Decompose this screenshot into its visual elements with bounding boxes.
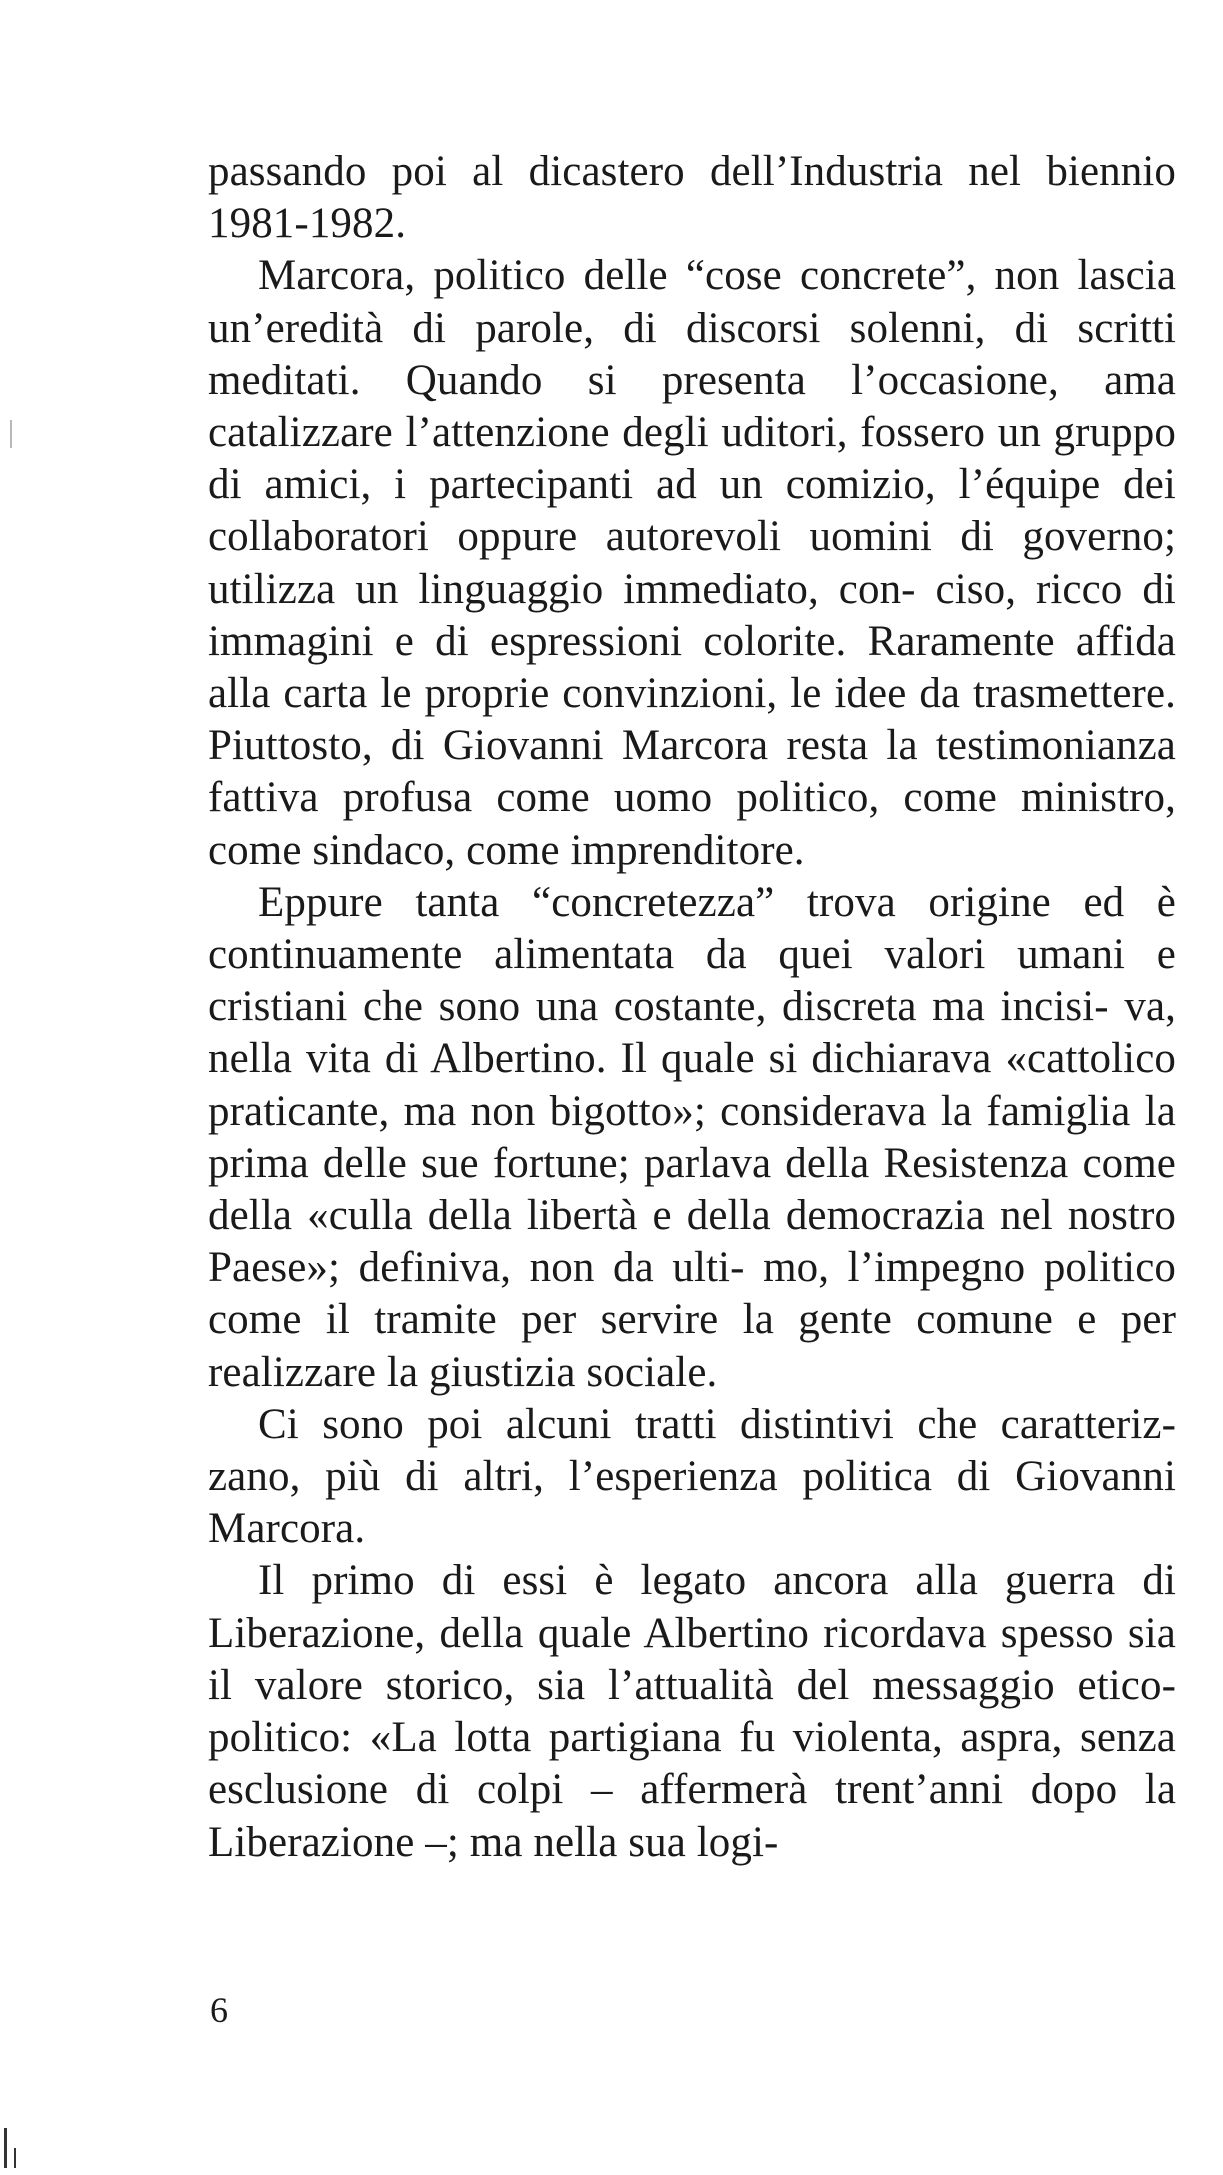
text-line: cristiani che sono una costante, discreta ma incisi- bbox=[208, 983, 1109, 1031]
text-line: Resistenza come della «culla della libertà e della bbox=[208, 1139, 1176, 1240]
scan-edge-mark bbox=[14, 2148, 16, 2168]
text-line: scritti meditati. Quando si presenta l’occasione, bbox=[208, 304, 1176, 404]
text-line: zano, più di altri, l’esperienza politica di Giovanni bbox=[208, 1453, 1176, 1501]
scan-edge-mark bbox=[4, 2128, 7, 2168]
paragraph-2 bbox=[208, 250, 1176, 876]
text-line: Il primo di essi è legato ancora alla guerra di bbox=[258, 1557, 1176, 1605]
text-line: un gruppo di amici, i partecipanti ad un comizio, bbox=[208, 409, 1176, 509]
text-line: l’équipe dei collaboratori oppure autorevoli uomini bbox=[208, 461, 1176, 561]
text-line: ciso, ricco di immagini e di espressioni colorite. bbox=[208, 565, 1176, 665]
body-text bbox=[208, 146, 1176, 1869]
text-line: Marcora resta la testimonianza fattiva profusa bbox=[208, 722, 1176, 822]
text-line: aspra, senza esclusione di colpi – affermerà bbox=[208, 1714, 1176, 1814]
text-line: Marcora, politico delle “cose concrete”, non bbox=[258, 252, 1060, 300]
text-line: Ci sono poi alcuni tratti distintivi che caratteriz- bbox=[258, 1400, 1176, 1448]
paragraph-4 bbox=[208, 1399, 1176, 1556]
paragraph-1 bbox=[208, 146, 1176, 250]
text-line: Liberazione, della quale Albertino ricordava spesso bbox=[208, 1609, 1114, 1657]
text-line: lascia un’eredità di parole, di discorsi solenni, di bbox=[208, 252, 1176, 352]
paragraph-3 bbox=[208, 877, 1176, 1399]
text-line: come uomo politico, come ministro, come sindaco, bbox=[208, 774, 1177, 874]
text-line: sia il valore storico, sia l’attualità del messaggio bbox=[208, 1609, 1176, 1709]
text-line: ama catalizzare l’attenzione degli uditori, fossero bbox=[208, 356, 1176, 457]
text-line: passando poi al dicastero dell’Industria nel biennio bbox=[208, 148, 1176, 195]
text-line: Eppure tanta “concretezza” trova origine ed è bbox=[258, 878, 1176, 926]
text-line: va, nella vita di Albertino. Il quale si dichiarava bbox=[208, 983, 1176, 1083]
text-line: trent’anni dopo la Liberazione –; ma nella sua logi- bbox=[208, 1766, 1177, 1866]
text-line: «cattolico praticante, ma non bigotto»; considerava bbox=[208, 1035, 1176, 1135]
text-line: mo, l’impegno politico come il tramite per servire bbox=[208, 1244, 1177, 1344]
page-number: 6 bbox=[210, 1990, 228, 2030]
text-line: la gente comune e per realizzare la giustizia sociale. bbox=[208, 1296, 1176, 1396]
text-line: democrazia nel nostro Paese»; definiva, non da ulti- bbox=[208, 1192, 1176, 1292]
text-line: come imprenditore. bbox=[466, 826, 805, 874]
text-line: le idee da trasmettere. Piuttosto, di Giovanni bbox=[208, 670, 1176, 770]
text-line: etico-politico: «La lotta partigiana fu violenta, bbox=[208, 1661, 1177, 1762]
text-line: Marcora. bbox=[208, 1505, 366, 1553]
text-line: la famiglia la prima delle sue fortune; parlava della bbox=[208, 1087, 1176, 1187]
text-line: continuamente alimentata da quei valori umani e bbox=[208, 931, 1176, 979]
scan-edge-mark bbox=[10, 420, 12, 448]
text-line: Raramente affida alla carta le proprie convinzioni, bbox=[208, 617, 1176, 718]
paragraph-5 bbox=[208, 1555, 1176, 1868]
text-line: 1981-1982. bbox=[208, 200, 407, 248]
text-line: di governo; utilizza un linguaggio immediato, con- bbox=[208, 513, 1176, 613]
